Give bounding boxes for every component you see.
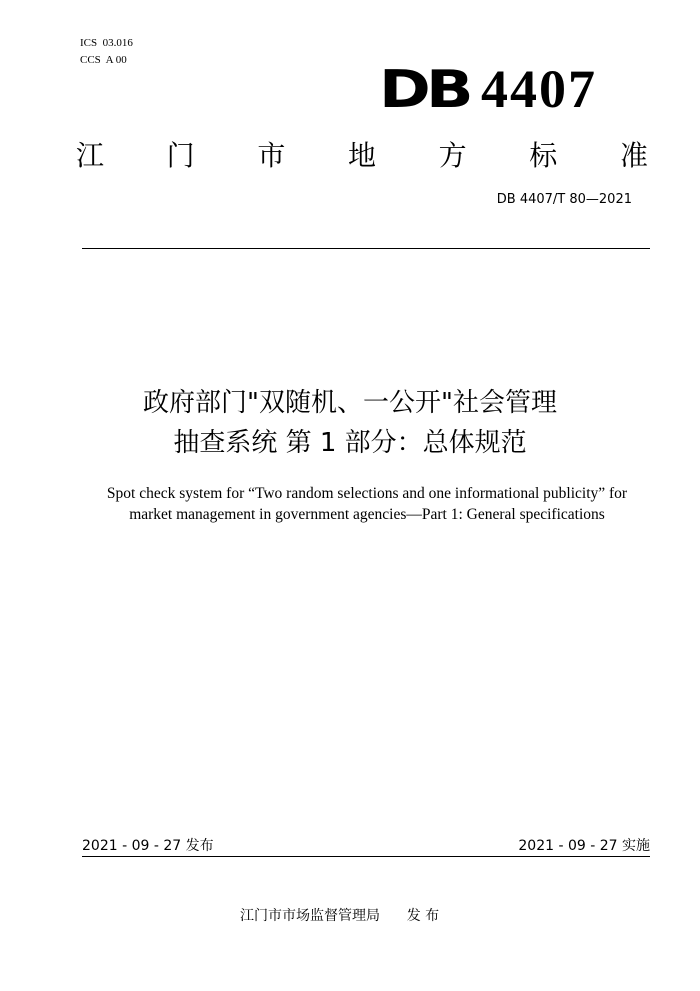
standard-name-char: 方 xyxy=(438,139,467,172)
chinese-title-line-1: 政府部门"双随机、一公开"社会管理 xyxy=(143,388,557,418)
standard-name-char: 标 xyxy=(529,139,558,172)
logo-prefix: DB xyxy=(379,60,469,120)
standard-name-char: 准 xyxy=(619,139,648,172)
ccs-code: CCS A 00 xyxy=(80,54,127,66)
release-date: 2021 - 09 - 27 发布 xyxy=(82,838,214,854)
issuer xyxy=(240,905,439,925)
classification-codes xyxy=(80,35,133,69)
implementation-date: 2021 - 09 - 27 实施 xyxy=(518,838,650,854)
chinese-title-line-2: 抽查系统 第 1 部分：总体规范 xyxy=(173,428,527,458)
english-title-line-2: market management in government agencies—Part 1: General specifications xyxy=(129,506,605,523)
standard-name-char: 市 xyxy=(257,139,286,172)
standard-category-title xyxy=(76,134,648,174)
english-title-line-1: Spot check system for “Two random selections and one informational publicity” for xyxy=(106,485,628,502)
bottom-divider xyxy=(82,856,650,857)
issuer-name: 江门市市场监督管理局 xyxy=(240,908,380,924)
english-title xyxy=(0,483,700,525)
chinese-title xyxy=(0,383,700,463)
top-divider xyxy=(82,248,650,249)
logo-code: 4407 xyxy=(481,59,597,119)
standard-name-char: 地 xyxy=(347,139,376,172)
ics-code: ICS 03.016 xyxy=(80,37,133,49)
standard-name-char: 江 xyxy=(76,139,105,172)
issuer-action: 发 布 xyxy=(406,908,440,924)
standard-name-char: 门 xyxy=(166,139,195,172)
standard-logo xyxy=(379,58,597,120)
standard-number: DB 4407/T 80—2021 xyxy=(496,192,632,207)
